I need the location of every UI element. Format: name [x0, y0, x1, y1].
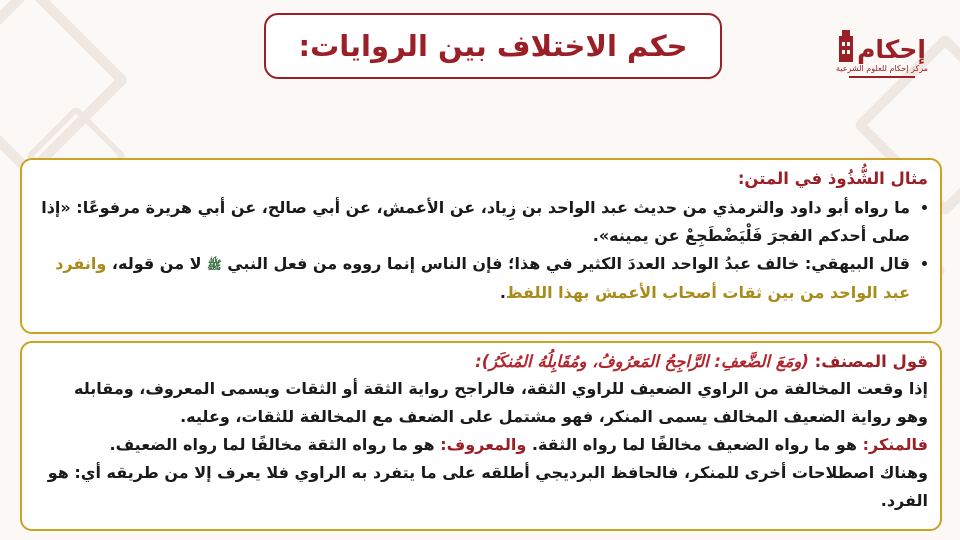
logo-subtitle: مركز إحكام للعلوم الشرعية — [836, 64, 928, 73]
munkar-label: فالمنكر: — [862, 435, 928, 454]
background-ornament — [0, 0, 129, 179]
highlighted-text: وانفرد عبد الواحد من بين ثقات أصحاب الأعمش بهذا اللفظ — [55, 254, 910, 302]
other-terms-paragraph: وهناك اصطلاحات أخرى للمنكر، فالحافظ البرديجي أطلقه على ما يتفرد به الراوي فلا يعرف إلا من طريقه أي: هو الفرد. — [47, 463, 928, 510]
logo-mark — [838, 24, 926, 62]
munkar-definition: هو ما رواه الضعيف مخالفًا لما رواه الثقة. — [531, 435, 858, 454]
author-statement-panel — [20, 341, 942, 531]
list-item-text: قال البيهقي: خالف عبدُ الواحد العددَ الكثير في هذا؛ فإن الناس إنما رووه من فعل النبي — [227, 254, 910, 273]
list-item — [38, 250, 910, 307]
example-list — [38, 194, 928, 307]
logo-word: إحكام — [857, 35, 926, 64]
list-item-end: . — [499, 283, 506, 302]
list-item-text: لا من قوله، — [111, 254, 202, 273]
example-heading: مثال الشُّذُوذ في المتن: — [737, 169, 928, 188]
maruf-definition: هو ما رواه الثقة مخالفًا لما رواه الضعيف. — [109, 435, 435, 454]
title-box — [264, 13, 722, 79]
author-heading-quote: (ومَعَ الضَّعفِ: الرَّاجِحُ المَعرُوفُ، ومُقَابِلُهُ المُنكَرُ): — [475, 352, 809, 371]
list-item — [38, 194, 910, 250]
honorific-symbol: ﷺ — [207, 258, 222, 272]
logo — [836, 24, 928, 96]
example-panel — [20, 158, 942, 334]
author-heading-label: قول المصنف: — [814, 352, 928, 371]
logo-emblem-icon — [838, 28, 854, 62]
maruf-label: والمعروف: — [440, 435, 527, 454]
definitions-paragraph — [38, 431, 928, 459]
author-heading — [38, 349, 928, 375]
page-title: حكم الاختلاف بين الروايات: — [298, 29, 688, 63]
logo-underline — [849, 76, 915, 78]
explanation-paragraph: إذا وقعت المخالفة من الراوي الضعيف للراوي الثقة، فالراجح رواية الثقة أو الثقات ويسمى المعروف، ومقابله وهو رواية الضعيف المخالف يسمى المنكر، فهو مشتمل على الضعف مع المخالفة للثقات، وعليه. — [74, 379, 928, 426]
list-item-text: ما رواه أبو داود والترمذي من حديث عبد الواحد بن زِياد، عن الأعمش، عن أبي صالح، عن أبي هريرة مرفوعًا: «إذا صلى أحدكم الفجرَ فَلْيَضْطَجِعْ عن يمينه». — [41, 198, 910, 245]
